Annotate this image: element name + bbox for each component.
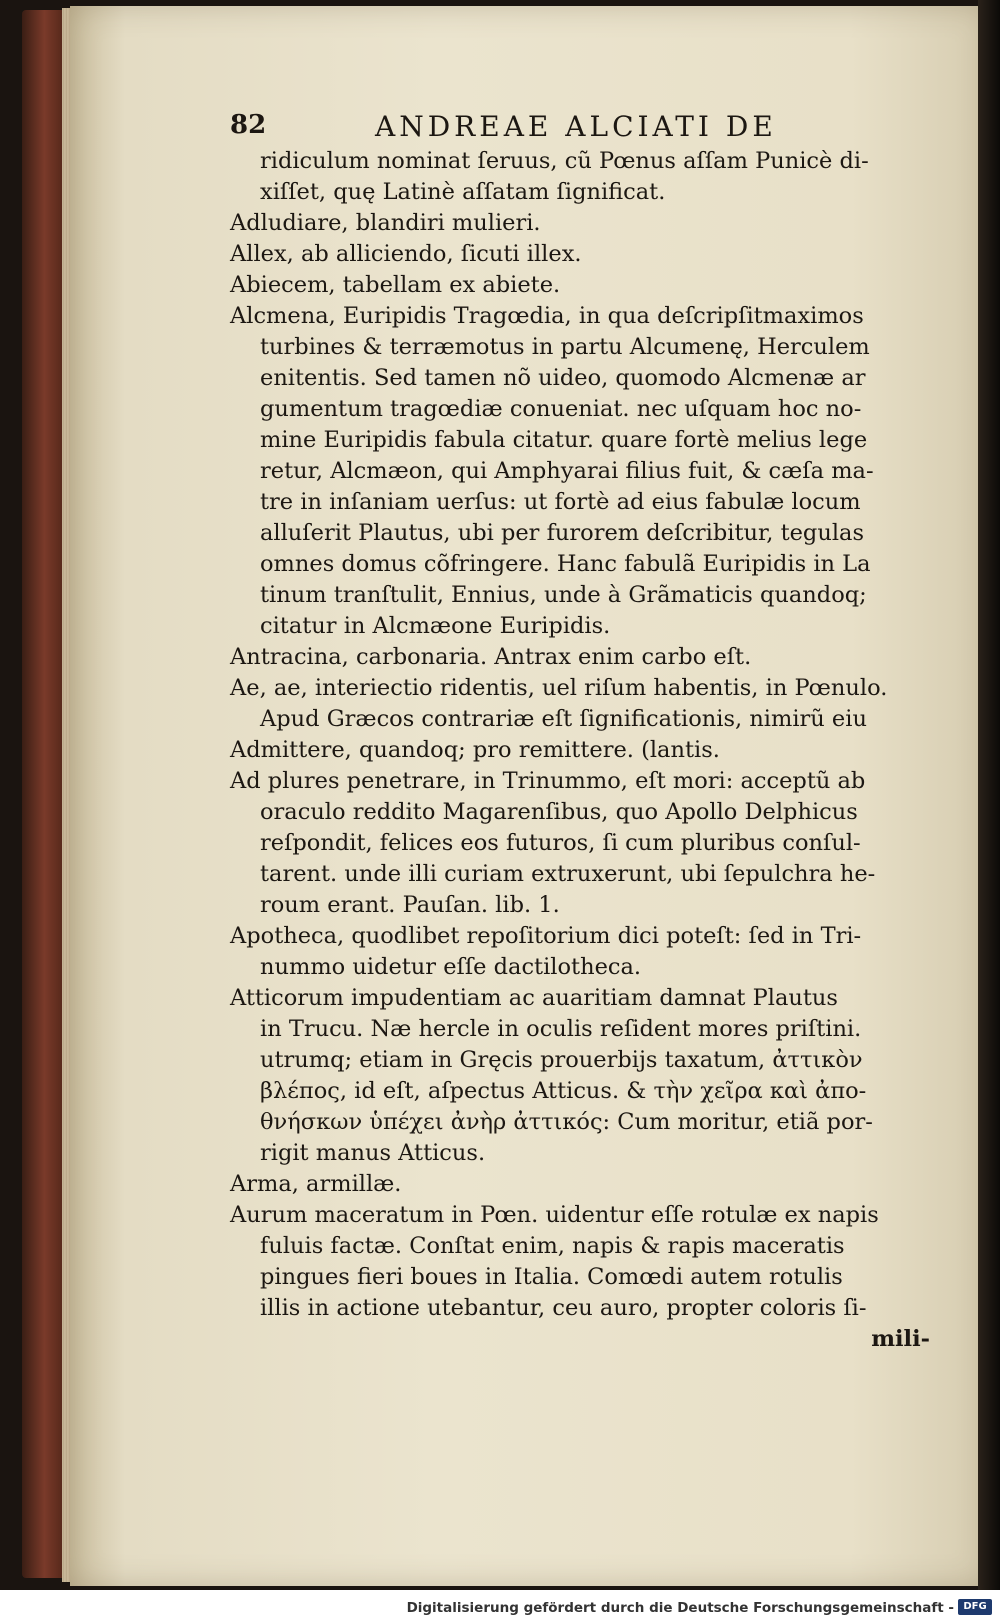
- entry-line: Alcmena, Euripidis Tragœdia, in qua deſcripſitmaximos: [230, 303, 864, 329]
- text-line: pingues fieri boues in Italia. Comœdi autem rotulis: [260, 1264, 843, 1290]
- text-line: mine Euripidis fabula citatur. quare fortè melius lege: [260, 427, 868, 453]
- funding-credit: Digitalisierung gefördert durch die Deutsche Forschungsgemeinschaft -: [406, 1600, 954, 1616]
- entry-line: Admittere, quandoq; pro remittere. (lantis.: [230, 737, 720, 763]
- text-line: omnes domus cõfringere. Hanc fabulã Euripidis in La: [260, 551, 871, 577]
- catchword: mili-: [871, 1326, 930, 1352]
- running-head: [230, 110, 830, 150]
- text-line: illis in actione utebantur, ceu auro, propter coloris ſi-: [260, 1295, 867, 1321]
- text-line: alluſerit Plautus, ubi per furorem deſcribitur, tegulas: [260, 520, 864, 546]
- entry-line: Adludiare, blandiri mulieri.: [230, 210, 541, 236]
- text-line: tarent. unde illi curiam extruxerunt, ubi ſepulchra he-: [260, 861, 876, 887]
- entry-line: Ad plures penetrare, in Trinummo, eſt mori: acceptũ ab: [230, 768, 866, 794]
- text-line: rigit manus Atticus.: [260, 1140, 486, 1166]
- text-line: roum erant. Pauſan. lib. 1.: [260, 892, 560, 918]
- text-line: tinum tranſtulit, Ennius, unde à Grãmaticis quandoq;: [260, 582, 867, 608]
- text-line: nummo uidetur eſſe dactilotheca.: [260, 954, 642, 980]
- text-line: reſpondit, felices eos futuros, ſi cum pluribus conſul-: [260, 830, 861, 856]
- running-title: ANDREAE ALCIATI DE: [375, 110, 777, 143]
- entry-line: Antracina, carbonaria. Antrax enim carbo eſt.: [230, 644, 752, 670]
- right-shadow: [978, 0, 1000, 1590]
- entry-line: Allex, ab alliciendo, ſicuti illex.: [230, 241, 582, 267]
- entry-line: Abiecem, tabellam ex abiete.: [230, 272, 561, 298]
- text-line: oraculo reddito Magarenſibus, quo Apollo Delphicus: [260, 799, 858, 825]
- text-line: tre in inſaniam uerſus: ut fortè ad eius fabulæ locum: [260, 489, 861, 515]
- entry-line: Apotheca, quodlibet repoſitorium dici poteſt: ſed in Tri-: [230, 923, 862, 949]
- text-line: retur, Alcmæon, qui Amphyarai filius fuit, & cæſa ma-: [260, 458, 874, 484]
- text-line: fuluis factæ. Conſtat enim, napis & rapis maceratis: [260, 1233, 845, 1259]
- entry-line: Arma, armillæ.: [230, 1171, 402, 1197]
- text-line: utrumq; etiam in Gręcis prouerbijs taxatum, ἀττικὸν: [260, 1047, 863, 1073]
- body-text: [230, 146, 950, 1355]
- text-line: citatur in Alcmæone Euripidis.: [260, 613, 611, 639]
- text-line: Apud Græcos contrariæ eſt ſignificationis, nimirũ eiu: [260, 706, 867, 732]
- text-line: xiſſet, quę Latinè aſſatam ſignificat.: [260, 179, 666, 205]
- text-line: turbines & terræmotus in partu Alcumenę, Herculem: [260, 334, 870, 360]
- text-line: ridiculum nominat ſeruus, cũ Pœnus aſſam Punicè di-: [260, 148, 869, 174]
- text-line: gumentum tragœdiæ conueniat. nec uſquam hoc no-: [260, 396, 862, 422]
- text-line: in Trucu. Næ hercle in oculis reſident mores priſtini.: [260, 1016, 862, 1042]
- entry-line: Atticorum impudentiam ac auaritiam damnat Plautus: [230, 985, 838, 1011]
- entry-line: Ae, ae, interiectio ridentis, uel riſum habentis, in Pœnulo.: [230, 675, 888, 701]
- dfg-logo: DFG: [958, 1599, 992, 1615]
- footer: [0, 1590, 1000, 1623]
- entry-line: Aurum maceratum in Pœn. uidentur eſſe rotulæ ex napis: [230, 1202, 879, 1228]
- text-line: βλέπος, id eſt, aſpectus Atticus. & τὴν χεῖρα καὶ ἀπο-: [260, 1078, 867, 1104]
- text-line: θνήσκων ὑπέχει ἀνὴρ ἀττικός: Cum moritur, etiã por-: [260, 1109, 873, 1135]
- text-line: enitentis. Sed tamen nõ uideo, quomodo Alcmenæ ar: [260, 365, 866, 391]
- page-number: 82: [230, 110, 267, 140]
